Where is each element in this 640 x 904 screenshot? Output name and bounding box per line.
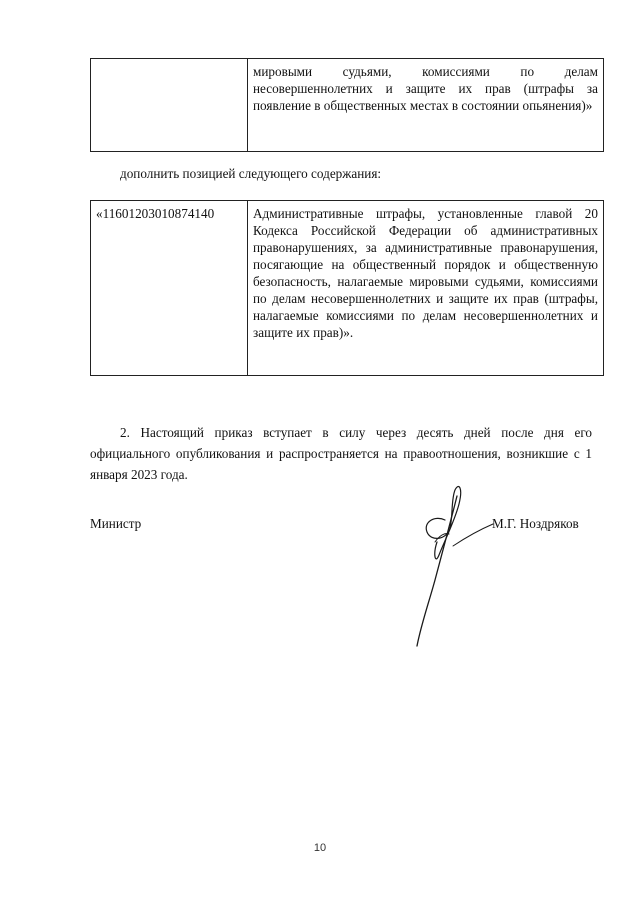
signatory-name: М.Г. Ноздряков [492, 516, 579, 531]
table-top-description-cell: мировыми судьями, комиссиями по делам несовершеннолетних и защите их прав (штрафы за появление в общественных местах в состоянии опьянения)» [248, 59, 604, 152]
table-bottom-description-cell: Административные штрафы, установленные главой 20 Кодекса Российской Федерации об административных правонарушениях, за административные правонарушения, посягающие на общественный порядок и общественную безопасность, налагаемые мировыми судьями, комиссиями по делам несовершеннолетних и защите их прав (штрафы, налагаемые комиссиями по делам несовершеннолетних и защите их прав)». [248, 201, 604, 376]
table-bottom-code-cell: «11601203010874140 [91, 201, 248, 376]
paragraph-effective-date: 2. Настоящий приказ вступает в силу через десять дней после дня его официального опубликования и распространяется на правоотношения, возникшие с 1 января 2023 года. [90, 425, 592, 482]
table-top-code-cell [91, 59, 248, 152]
signatory-position: Министр [90, 516, 142, 531]
handwritten-signature [405, 480, 515, 650]
intro-text: дополнить позицией следующего содержания: [120, 166, 382, 181]
table-row [91, 201, 604, 376]
page-number: 10 [313, 842, 327, 854]
table-bottom [90, 200, 604, 376]
table-row [91, 59, 604, 152]
table-top [90, 58, 604, 152]
